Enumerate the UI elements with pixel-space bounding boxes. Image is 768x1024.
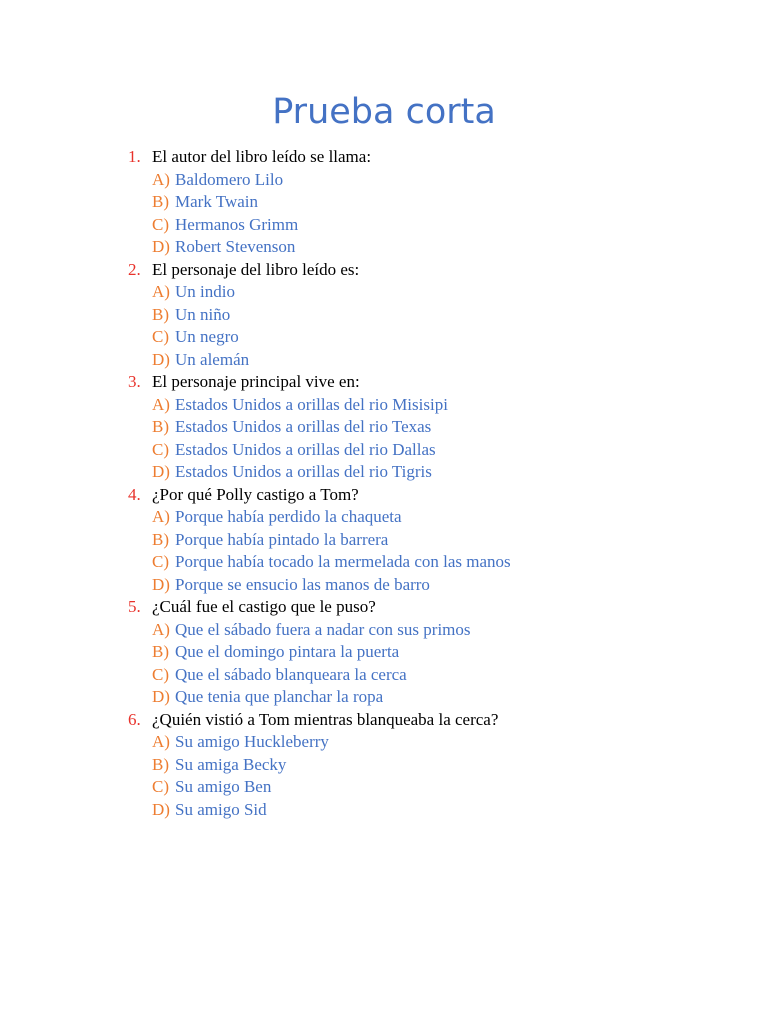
- question-number: 5.: [128, 597, 141, 616]
- option-c: [0, 214, 768, 237]
- option-text: Estados Unidos a orillas del rio Texas: [175, 417, 432, 436]
- option-letter: B): [152, 417, 169, 436]
- option-letter: A): [152, 394, 170, 414]
- option-text: Porque había perdido la chaqueta: [175, 507, 402, 526]
- option-text: Que el sábado blanqueara la cerca: [175, 664, 407, 684]
- option-letter: C): [152, 439, 169, 459]
- option-letter: A): [152, 732, 170, 751]
- option-text: Hermanos Grimm: [175, 214, 299, 234]
- option-text: Baldomero Lilo: [175, 169, 284, 189]
- option-c: [0, 326, 768, 349]
- option-text: Porque había tocado la mermelada con las manos: [175, 552, 511, 571]
- option-letter: D): [152, 237, 170, 256]
- option-d: [0, 686, 768, 709]
- question-number: 3.: [128, 372, 141, 391]
- option-text: Estados Unidos a orillas del rio Misisipi: [175, 394, 448, 414]
- question-header: [0, 371, 768, 394]
- option-text: Un negro: [175, 327, 239, 346]
- option-text: Robert Stevenson: [175, 237, 296, 256]
- question-text: El personaje principal vive en:: [152, 372, 360, 391]
- option-c: [0, 551, 768, 574]
- question-5: [0, 596, 768, 709]
- option-letter: A): [152, 619, 170, 639]
- option-letter: B): [152, 754, 169, 774]
- option-text: Que el domingo pintara la puerta: [175, 642, 400, 661]
- option-letter: D): [152, 687, 170, 706]
- option-letter: B): [152, 304, 169, 324]
- question-header: [0, 709, 768, 732]
- option-a: [0, 281, 768, 304]
- option-d: [0, 349, 768, 372]
- option-b: [0, 754, 768, 777]
- question-2: [0, 259, 768, 372]
- question-number: 1.: [128, 147, 141, 166]
- option-letter: D): [152, 799, 170, 819]
- option-text: Un niño: [175, 304, 231, 324]
- option-letter: A): [152, 169, 170, 189]
- option-a: [0, 394, 768, 417]
- question-header: [0, 146, 768, 169]
- option-letter: D): [152, 462, 170, 481]
- option-letter: C): [152, 664, 169, 684]
- question-number: 2.: [128, 259, 141, 279]
- option-letter: C): [152, 777, 169, 796]
- option-letter: B): [152, 642, 169, 661]
- option-letter: A): [152, 282, 170, 301]
- option-d: [0, 574, 768, 597]
- option-a: [0, 619, 768, 642]
- question-1: [0, 146, 768, 259]
- page-title: Prueba corta: [272, 92, 496, 132]
- option-text: Estados Unidos a orillas del rio Dallas: [175, 439, 436, 459]
- question-text: ¿Cuál fue el castigo que le puso?: [152, 597, 376, 616]
- question-3: [0, 371, 768, 484]
- option-d: [0, 236, 768, 259]
- option-d: [0, 461, 768, 484]
- option-b: [0, 641, 768, 664]
- option-b: [0, 191, 768, 214]
- option-b: [0, 416, 768, 439]
- option-text: Porque había pintado la barrera: [175, 529, 389, 549]
- question-text: El personaje del libro leído es:: [152, 259, 360, 279]
- option-text: Su amigo Sid: [175, 799, 267, 819]
- option-d: [0, 799, 768, 822]
- option-b: [0, 304, 768, 327]
- option-text: Que tenia que planchar la ropa: [175, 687, 384, 706]
- question-4: [0, 484, 768, 597]
- option-a: [0, 169, 768, 192]
- question-text: ¿Por qué Polly castigo a Tom?: [152, 484, 359, 504]
- question-6: [0, 709, 768, 822]
- question-header: [0, 596, 768, 619]
- quiz-list: [0, 146, 768, 821]
- option-text: Mark Twain: [175, 192, 259, 211]
- option-c: [0, 776, 768, 799]
- question-number: 6.: [128, 709, 141, 729]
- question-text: El autor del libro leído se llama:: [152, 147, 372, 166]
- option-b: [0, 529, 768, 552]
- option-letter: B): [152, 529, 169, 549]
- option-c: [0, 439, 768, 462]
- question-text: ¿Quién vistió a Tom mientras blanqueaba la cerca?: [152, 709, 499, 729]
- question-header: [0, 484, 768, 507]
- option-a: [0, 506, 768, 529]
- option-letter: D): [152, 349, 170, 369]
- option-letter: C): [152, 327, 169, 346]
- option-text: Un alemán: [175, 349, 250, 369]
- option-text: Su amigo Huckleberry: [175, 732, 329, 751]
- question-number: 4.: [128, 484, 141, 504]
- option-text: Su amigo Ben: [175, 777, 272, 796]
- option-letter: A): [152, 507, 170, 526]
- option-a: [0, 731, 768, 754]
- option-text: Que el sábado fuera a nadar con sus primos: [175, 619, 471, 639]
- option-letter: B): [152, 192, 169, 211]
- option-letter: C): [152, 552, 169, 571]
- question-header: [0, 259, 768, 282]
- option-text: Estados Unidos a orillas del rio Tigris: [175, 462, 432, 481]
- option-text: Un indio: [175, 282, 235, 301]
- option-text: Su amiga Becky: [175, 754, 287, 774]
- option-text: Porque se ensucio las manos de barro: [175, 574, 430, 594]
- option-c: [0, 664, 768, 687]
- option-letter: C): [152, 214, 169, 234]
- option-letter: D): [152, 574, 170, 594]
